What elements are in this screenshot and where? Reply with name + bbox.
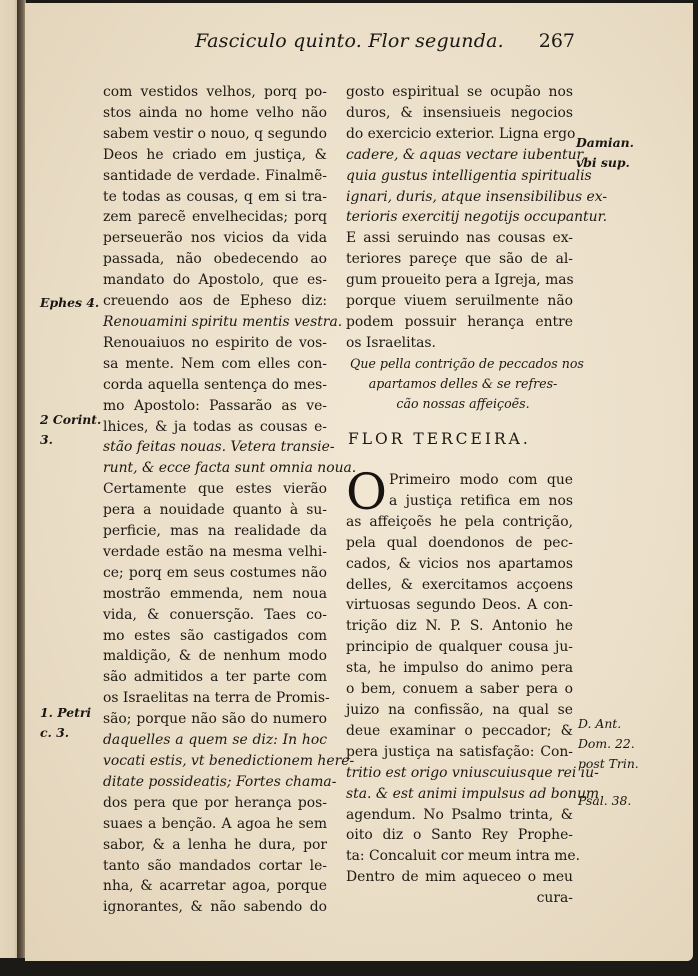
text-line: stão feitas nouas. Vetera transie- [103,439,335,456]
text-line: perseuerão nos vicios da vida [103,230,327,247]
text-line: te todas as cousas, q em si tra- [103,188,327,205]
text-line: corda aquella sentença do mes- [103,376,327,393]
margin-note-line: vbi sup. [576,155,630,170]
margin-note-line: 3. [40,432,53,447]
running-title: Fasciculo quinto. Flor segunda. [195,30,504,52]
text-line: daquelles a quem se diz: In hoc [103,732,327,749]
margin-note-line: D. Ant. [578,716,622,731]
text-line: porque viuem seruilmente não [346,293,573,310]
text-line: maldição, & de nenhum modo [103,648,327,665]
text-line: são admitidos a ter parte com [103,669,327,686]
chapter-subtitle [350,354,584,414]
text-line: a justiça retifica em nos [389,492,573,509]
text-line: ignari, duris, atque insensibilibus ex- [346,188,608,205]
text-line: os Israelitas na terra de Promis- [103,690,330,707]
text-line: passada, não obedecendo ao [103,251,327,268]
left-text-column [103,82,357,918]
text-line: tanto são mandados cortar le- [103,857,327,874]
text-line: o bem, conuem a saber pera o [346,681,573,698]
section-heading: FLOR TERCEIRA. [348,430,531,448]
text-line: mo estes são castigados com [103,627,327,644]
text-line: stos ainda no home velho não [103,104,327,121]
text-line: vocati estis, vt benedictionem here- [103,753,355,769]
text-line: nha, & acarretar agoa, porque [103,878,327,895]
margin-note-line: Damian. [576,135,634,150]
text-line: sta, he impulso do animo pera [346,660,573,677]
margin-note-line: Ephes 4. [40,295,100,310]
text-line: gosto espiritual se ocupão nos [346,84,573,100]
text-line: verdade estão na mesma velhi- [103,543,327,560]
margin-note-psal [578,791,631,811]
text-line: Deos he criado em justiça, & [103,146,327,163]
text-line: Renouaiuos no espirito de vos- [103,334,327,351]
text-line: agendum. No Psalmo trinta, & [346,806,573,823]
text-line: perficie, mas na realidade da [103,523,327,540]
margin-note-line: 1. Petri [40,705,92,720]
margin-note-damian [576,133,634,173]
text-line: as affeiçoẽs he pela contrição, [346,513,573,530]
text-line: cados, & vicios nos apartamos [346,555,573,572]
text-line: virtuosas segundo Deos. A con- [346,597,573,614]
page-number: 267 [538,30,575,52]
text-line: trição diz N. P. S. Antonio he [346,618,573,635]
text-line: do exercicio exterior. Ligna ergo [346,125,576,142]
text-line: ditate possideatis; Fortes chama- [103,773,337,790]
text-line: gum proueito pera a Igreja, mas [346,272,574,289]
text-line: deue examinar o peccador; & [346,722,573,739]
text-line: pera a nouidade quanto à su- [103,502,327,519]
text-line: teriores pareçe que são de al- [346,251,573,268]
text-line: oito diz o Santo Rey Prophe- [346,827,573,844]
text-line: cura- [536,890,573,907]
text-line: juizo na confissão, na qual se [346,701,573,718]
margin-note-line: post Trin. [578,756,639,771]
text-line: mandato do Apostolo, que es- [103,272,327,289]
text-line: sa mente. Nem com elles con- [103,355,327,372]
margin-note-ephes [40,293,99,313]
text-line: tritio est origo vniuscuiusque rei iu- [346,764,599,781]
margin-note-line: Dom. 22. [578,736,635,751]
text-line: com vestidos velhos, porq po- [103,84,327,100]
text-line: ignorantes, & não sabendo do [103,899,327,916]
text-line: dos pera que por herança pos- [103,794,327,811]
text-line: vida, & conuersção. Taes co- [103,606,327,623]
text-line: sabor, & a lenha he dura, por [103,836,327,853]
text-line: Dentro de mim aqueceo o meu [346,869,573,886]
text-line: santidade de verdade. Finalmẽ- [103,167,327,184]
text-line: são; porque não são do numero [103,711,327,728]
text-line: E assi seruindo nas cousas ex- [346,230,573,247]
margin-note-line: c. 3. [40,725,70,740]
text-line: delles, & exercitamos acçoens [346,576,573,593]
text-line: sta. & est animi impulsus ad bonum [346,785,600,802]
text-line: Primeiro modo com que [389,472,573,488]
text-line: principio de qualquer cousa ju- [346,639,573,656]
text-line: quia gustus intelligentia spiritualis [346,167,592,184]
text-line: pera justiça na satisfação: Con- [346,743,573,760]
text-line: Renouamini spiritu mentis vestra. [103,313,343,330]
text-line: cadere, & aquas vectare iubentur, [346,146,587,163]
text-line: mo Apostolo: Passarão as ve- [103,397,327,414]
text-line: apartamos delles & se refres- [368,376,558,391]
text-line: zem parecẽ envelhecidas; porq [103,209,327,226]
margin-note-petri [40,703,91,743]
text-line: suaes a benção. A agoa he sem [103,815,327,832]
text-line: Que pella contrição de peccados nos [350,356,584,371]
margin-note-d-ant [578,714,639,774]
text-line: Certamente que estes vierão [103,481,327,498]
margin-note-line: 2 Corint. [40,412,102,427]
text-line: duros, & insensiueis negocios [346,104,573,121]
text-line: cão nossas affeiçoẽs. [396,396,530,411]
text-line: podem possuir herança entre [346,313,573,330]
text-line: creuendo aos de Epheso diz: [103,293,327,310]
text-line: pela qual doendonos de pec- [346,534,573,551]
text-line: ta: Concaluit cor meum intra me. [346,848,581,865]
page-header [195,30,575,60]
text-line: ce; porq em seus costumes não [103,564,327,581]
text-line: sabem vestir o nouo, q segundo [103,125,327,142]
margin-note-line: Psal. 38. [578,793,632,808]
text-line: mostrão emmenda, nem noua [103,585,327,602]
text-line: runt, & ecce facta sunt omnia noua. [103,460,357,477]
drop-cap-initial: O [346,463,387,521]
text-line: terioris exercitij negotijs occupantur. [346,209,608,226]
text-line: lhices, & ja todas as cousas e- [103,418,327,435]
text-line: os Israelitas. [346,334,436,351]
margin-note-corint [40,410,101,450]
